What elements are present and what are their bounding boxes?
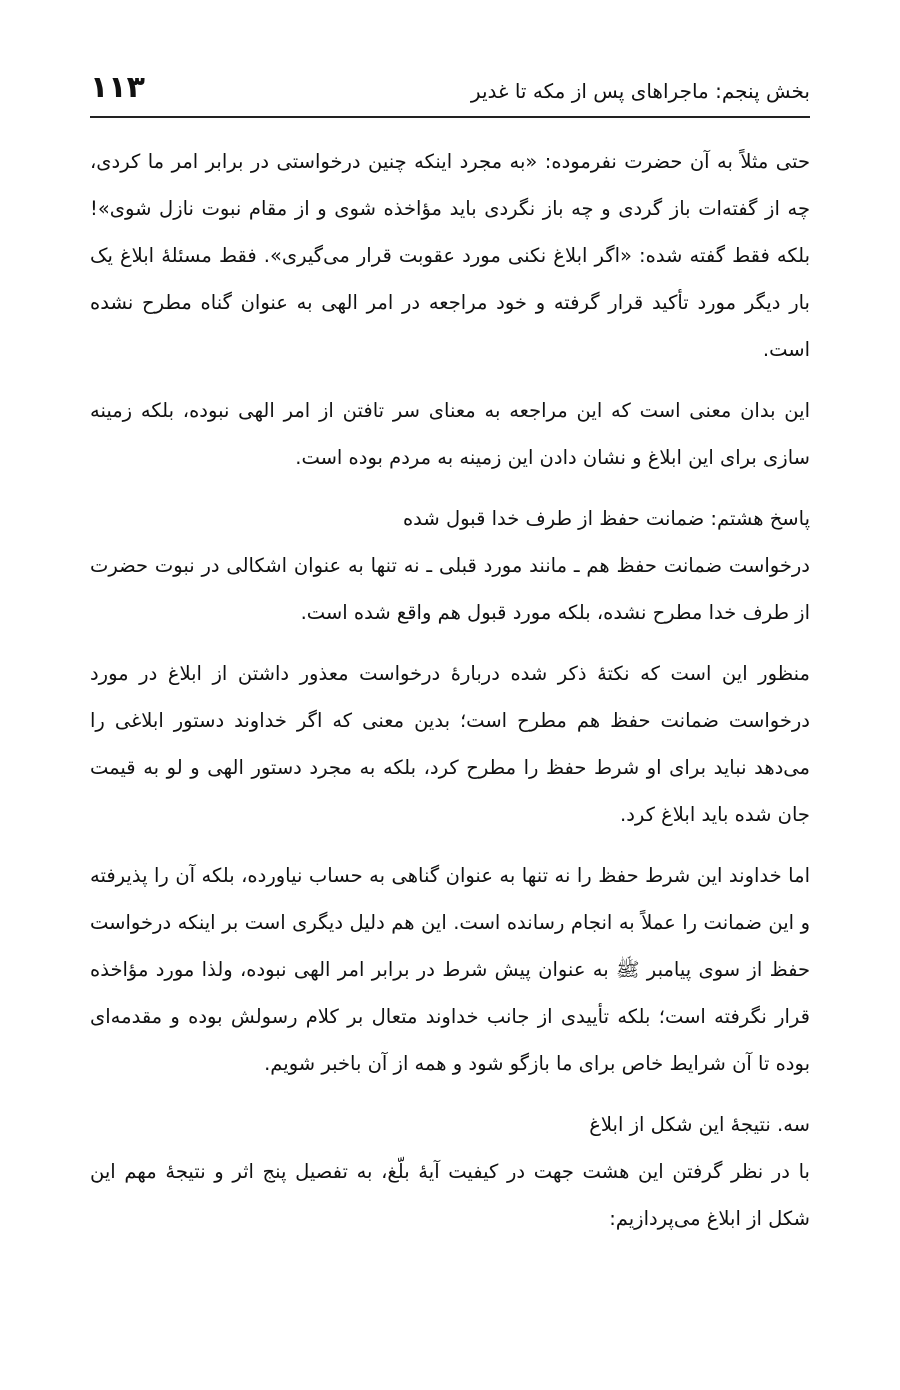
section-heading-answer-8: پاسخ هشتم: ضمانت حفظ از طرف خدا قبول شده (402, 507, 810, 530)
paragraph-4: منظور این است که نکتهٔ ذکر شده دربارهٔ درخواست معذور داشتن از ابلاغ در مورد درخواست ضمانت حفظ هم مطرح است؛ بدین معنی که اگر خداوند دستور ابلاغی را می‌دهد نباید برای او شرط حفظ را مطرح کرد، بلکه به مجرد دستور الهی و لو به قیمت جان شده باید ابلاغ کرد. (90, 662, 810, 826)
paragraph-3: درخواست ضمانت حفظ هم ـ مانند مورد قبلی ـ نه تنها به عنوان اشکالی در نبوت حضرت از طرف خدا مطرح نشده، بلکه مورد قبول هم واقع شده است. (90, 554, 810, 624)
running-title: بخش پنجم: ماجراهای پس از مکه تا غدیر (470, 79, 810, 103)
paragraph-2: این بدان معنی است که این مراجعه به معنای سر تافتن از امر الهی نبوده، بلکه زمینه سازی برای این ابلاغ و نشان دادن این زمینه به مردم بوده است. (90, 399, 810, 469)
section-heading-result: سه. نتیجهٔ این شکل از ابلاغ (589, 1113, 810, 1136)
page-header (90, 66, 810, 118)
page-number: ۱۱۳ (90, 70, 145, 105)
page-body (90, 138, 810, 1256)
paragraph-1: حتی مثلاً به آن حضرت نفرموده: «به مجرد اینکه چنین درخواستی در برابر امر ما کردی، چه از گفته‌ات باز گردی و چه باز نگردی باید مؤاخذه شوی و از مقام نبوت نازل شوی»! بلکه فقط گفته شده: «اگر ابلاغ نکنی مورد عقوبت قرار می‌گیری». فقط مسئلهٔ ابلاغ یک بار دیگر مورد تأکید قرار گرفته و خود مراجعه در امر الهی به عنوان گناه مطرح نشده است. (90, 150, 810, 361)
paragraph-6: با در نظر گرفتن این هشت جهت در کیفیت آیهٔ بلّغ، به تفصیل پنج اثر و نتیجهٔ مهم این شکل از ابلاغ می‌پردازیم: (90, 1160, 810, 1230)
paragraph-5: اما خداوند این شرط حفظ را نه تنها به عنوان گناهی به حساب نیاورده، بلکه آن را پذیرفته و این ضمانت را عملاً به انجام رسانده است. این هم دلیل دیگری است بر اینکه درخواست حفظ از سوی پیامبر ﷺ به عنوان پیش شرط در برابر امر الهی نبوده، ولذا مورد مؤاخذه قرار نگرفته است؛ بلکه تأییدی از جانب خداوند متعال بر کلام رسولش بوده و مقدمه‌ای بوده تا آن شرایط خاص برای ما بازگو شود و همه از آن باخبر شویم. (90, 864, 810, 1075)
